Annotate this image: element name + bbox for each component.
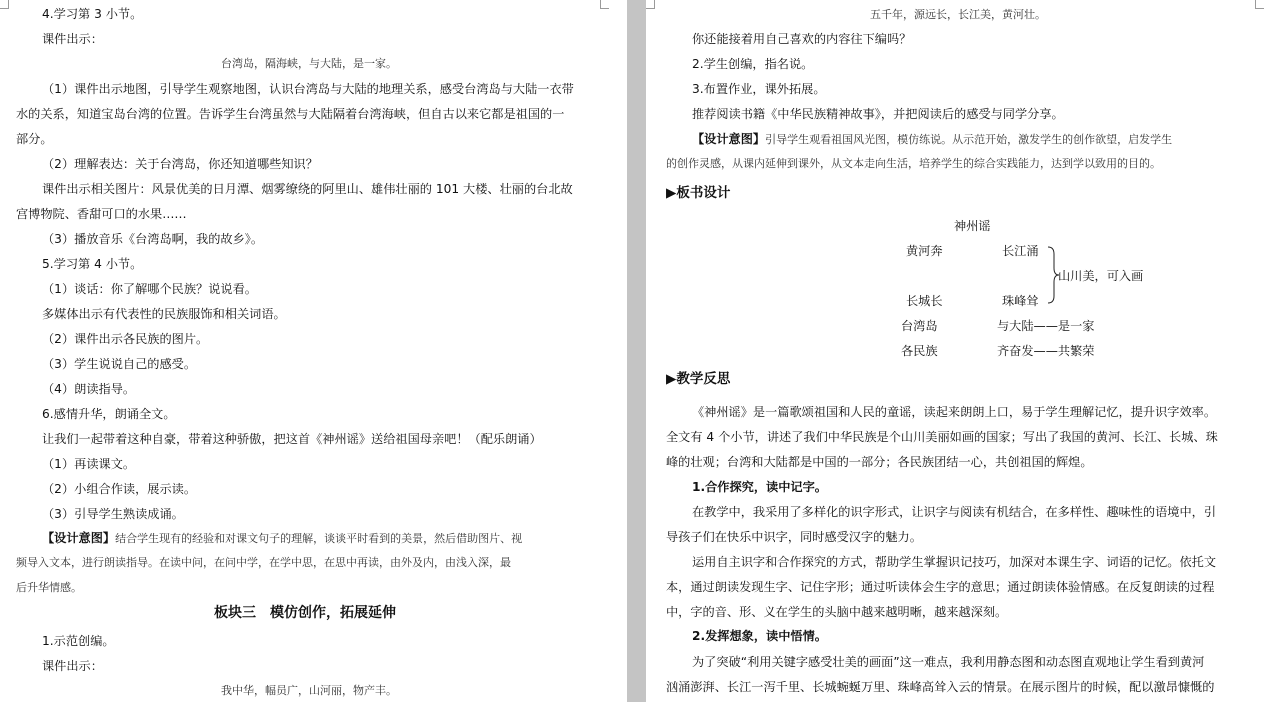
text-line: 推荐阅读书籍《中华民族精神故事》，并把阅读后的感受与同学分享。 (692, 107, 1064, 121)
board-design-heading: ▶板书设计 (666, 185, 731, 201)
text-line: 你还能接着用自己喜欢的内容往下编吗？ (692, 32, 912, 46)
text-line: 汹涌澎湃、长江一泻千里、长城蜿蜒万里、珠峰高耸入云的情景。在展示图片的时候，配以激昂慷慨的 (666, 680, 1215, 694)
text-line: 5.学习第 4 小节。 (42, 257, 143, 271)
design-intent-label: 【设计意图】 (42, 531, 116, 545)
margin-corner-mark (646, 0, 655, 9)
text-line: 在教学中，我采用了多样化的识字形式，让识字与阅读有机结合，在多样性、趣味性的语境中，引 (692, 505, 1217, 519)
text-line: （3）学生说说自己的感受。 (42, 357, 197, 371)
left-document-page (0, 0, 627, 702)
text-line: 2.学生创编，指名说。 (692, 57, 814, 71)
design-intent-text: 引导学生观看祖国风光图，模仿练说。从示范开始，激发学生的创作欲望，启发学生 (765, 133, 1173, 146)
text-line: （1）再读课文。 (42, 457, 136, 471)
text-line: 本，通过朗读发现生字、记住字形；通过听读体会生字的意思；通过朗读体验情感。在反复朗读的过程 (666, 580, 1215, 594)
board-brace-note: 山川美，可入画 (1058, 269, 1144, 283)
margin-corner-mark (1255, 0, 1264, 9)
text-line: 让我们一起带着这种自豪，带着这种骄傲，把这首《神州谣》送给祖国母亲吧！（配乐朗诵） (42, 432, 542, 446)
text-line: （1）谈话：你了解哪个民族？说说看。 (42, 282, 257, 296)
text-line: （3）播放音乐《台湾岛啊，我的故乡》。 (42, 232, 264, 246)
text-line: 峰的壮观；台湾和大陆都是中国的一部分；各民族团结一心，共创祖国的辉煌。 (666, 455, 1093, 469)
board-item: 黄河奔 (906, 244, 943, 258)
board-item: 台湾岛 (901, 319, 938, 333)
courseware-verse: 台湾岛，隔海峡，与大陆，是一家。 (221, 57, 397, 70)
board-item: 齐奋发——共繁荣 (997, 344, 1095, 358)
text-line: 导孩子们在快乐中识字，同时感受汉字的魅力。 (666, 530, 922, 544)
section-title: 板块三 模仿创作，拓展延伸 (214, 605, 396, 621)
text-line: 多媒体出示有代表性的民族服饰和相关词语。 (42, 307, 286, 321)
text-line: 3.布置作业，课外拓展。 (692, 82, 826, 96)
text-line: （1）课件出示地图，引导学生观察地图，认识台湾岛与大陆的地理关系，感受台湾岛与大陆一衣带 (42, 82, 574, 96)
text-line: 宫博物院、香甜可口的水果…… (16, 207, 187, 221)
text-line: 6.感情升华，朗诵全文。 (42, 407, 176, 421)
text-line: 课件出示： (42, 32, 103, 46)
text-line: （3）引导学生熟读成诵。 (42, 507, 184, 521)
text-line: （2）小组合作读，展示读。 (42, 482, 197, 496)
board-item: 各民族 (901, 344, 938, 358)
text-line: 部分。 (16, 132, 53, 146)
text-line: 运用自主识字和合作探究的方式，帮助学生掌握识记技巧，加深对本课生字、词语的记忆。依托文 (692, 555, 1217, 569)
text-line: 《神州谣》是一篇歌颂祖国和人民的童谣，读起来朗朗上口，易于学生理解记忆，提升识字效率。 (692, 405, 1217, 419)
board-item: 长江涌 (1002, 244, 1039, 258)
design-intent-text: 的创作灵感，从课内延伸到课外，从文本走向生活，培养学生的综合实践能力，达到学以致用的目的。 (666, 157, 1161, 170)
board-title: 神州谣 (954, 219, 991, 233)
design-intent-text: 频导入文本，进行朗读指导。在读中问，在问中学，在学中思，在思中再读，由外及内，由浅入深，最 (16, 556, 511, 569)
teaching-reflection-heading: ▶教学反思 (666, 371, 731, 387)
board-item: 与大陆——是一家 (997, 319, 1095, 333)
text-line: （2）课件出示各民族的图片。 (42, 332, 209, 346)
text-line: 1.示范创编。 (42, 634, 115, 648)
text-line: （4）朗读指导。 (42, 382, 136, 396)
point-title: 2.发挥想象，读中悟情。 (692, 629, 827, 643)
design-intent-line (692, 131, 1172, 148)
text-line: 4.学习第 3 小节。 (42, 7, 143, 21)
text-line: 中，字的音、形、义在学生的头脑中越来越明晰，越来越深刻。 (666, 605, 1008, 619)
page-gutter (627, 0, 646, 702)
courseware-verse: 五千年，源远长，长江美，黄河壮。 (870, 8, 1046, 21)
design-intent-text: 结合学生现有的经验和对课文句子的理解，谈谈平时看到的美景，然后借助图片、视 (115, 532, 523, 545)
text-line: （2）理解表达：关于台湾岛，你还知道哪些知识？ (42, 157, 318, 171)
text-line: 课件出示相关图片：风景优美的日月潭、烟雾缭绕的阿里山、雄伟壮丽的 101 大楼、壮丽的台北故 (42, 182, 573, 196)
courseware-verse: 我中华，幅员广，山河丽，物产丰。 (221, 684, 397, 697)
board-item: 长城长 (906, 294, 943, 308)
text-line: 全文有 4 个小节，讲述了我们中华民族是个山川美丽如画的国家；写出了我国的黄河、长江、长城、珠 (666, 430, 1218, 444)
design-intent-text: 后升华情感。 (16, 581, 82, 594)
text-line: 水的关系，知道宝岛台湾的位置。告诉学生台湾虽然与大陆隔着台湾海峡，但自古以来它都是祖国的一 (16, 107, 565, 121)
design-intent-line (42, 530, 522, 547)
margin-corner-mark (600, 0, 609, 9)
board-item: 珠峰耸 (1002, 294, 1039, 308)
point-title: 1.合作探究，读中记字。 (692, 480, 827, 494)
design-intent-label: 【设计意图】 (692, 132, 766, 146)
text-line: 为了突破“利用关键字感受壮美的画面”这一难点，我利用静态图和动态图直观地让学生看到黄河 (692, 655, 1205, 669)
text-line: 课件出示： (42, 659, 103, 673)
margin-corner-mark (0, 0, 9, 9)
right-document-page (646, 0, 1264, 702)
